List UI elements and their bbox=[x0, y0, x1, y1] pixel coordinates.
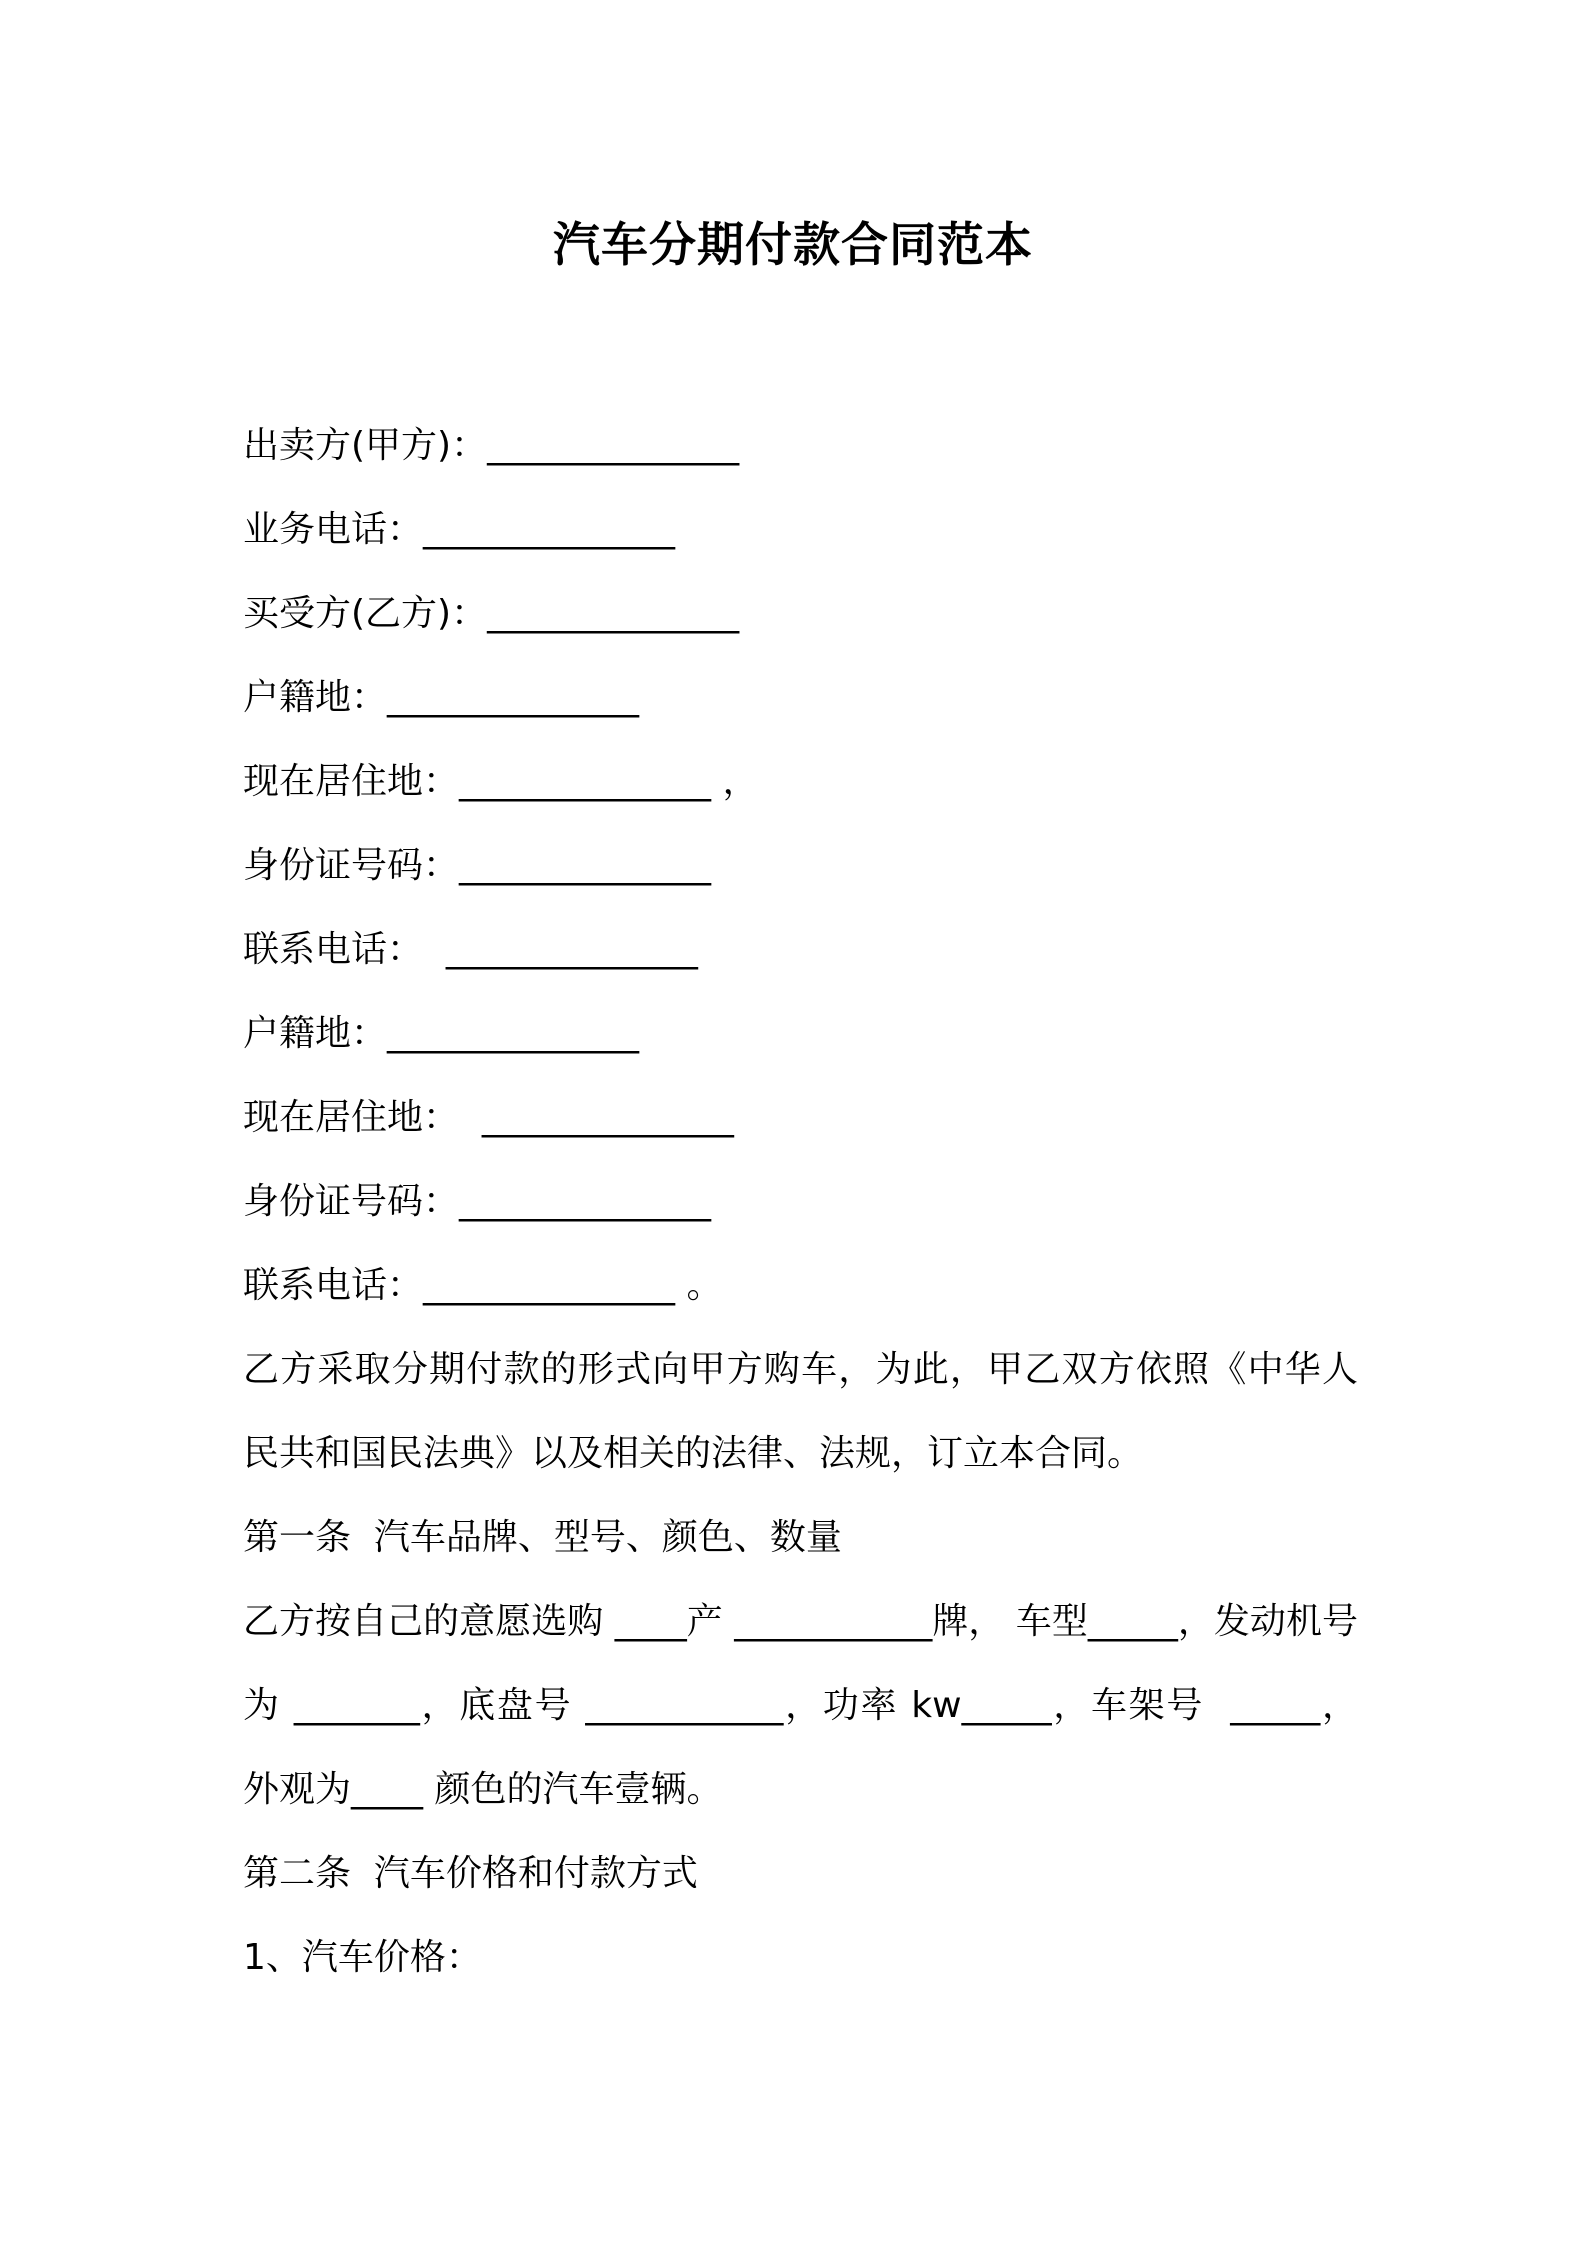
household-registration-field-2: 户籍地：______________ bbox=[243, 1013, 640, 1054]
id-number-field-2: 身份证号码：______________ bbox=[243, 1181, 712, 1222]
item-1-car-price: 1、汽车价格： bbox=[243, 1937, 482, 1978]
buyer-field: 买受方(乙方)：______________ bbox=[243, 593, 740, 634]
intro-paragraph: 乙方采取分期付款的形式向甲方购车，为此，甲乙双方依照《中华人民共和国民法典》以及相关的法律、法规，订立本合同。 bbox=[243, 1349, 1358, 1474]
article-1-heading: 第一条 汽车品牌、型号、颜色、数量 bbox=[243, 1517, 842, 1558]
business-phone-field: 业务电话：______________ bbox=[243, 509, 676, 550]
article-1-paragraph: 乙方按自己的意愿选购 ____产 ___________牌， 车型_____，发动机号为 _______，底盘号 ___________，功率 kw_____，车架号 _____，外观为____ 颜色的汽车壹辆。 bbox=[243, 1601, 1358, 1810]
document-body bbox=[243, 404, 1358, 2000]
household-registration-field: 户籍地：______________ bbox=[243, 677, 640, 718]
current-residence-field: 现在居住地：______________ ， bbox=[243, 761, 759, 802]
current-residence-field-2: 现在居住地： ______________ bbox=[243, 1097, 734, 1138]
document-title: 汽车分期付款合同范本 bbox=[553, 218, 1033, 273]
seller-field: 出卖方(甲方)：______________ bbox=[243, 425, 740, 466]
article-2-heading: 第二条 汽车价格和付款方式 bbox=[243, 1853, 698, 1894]
id-number-field: 身份证号码：______________ bbox=[243, 845, 712, 886]
contact-phone-field: 联系电话： ______________ bbox=[243, 929, 698, 970]
contact-phone-field-2: 联系电话：______________ 。 bbox=[243, 1265, 723, 1306]
